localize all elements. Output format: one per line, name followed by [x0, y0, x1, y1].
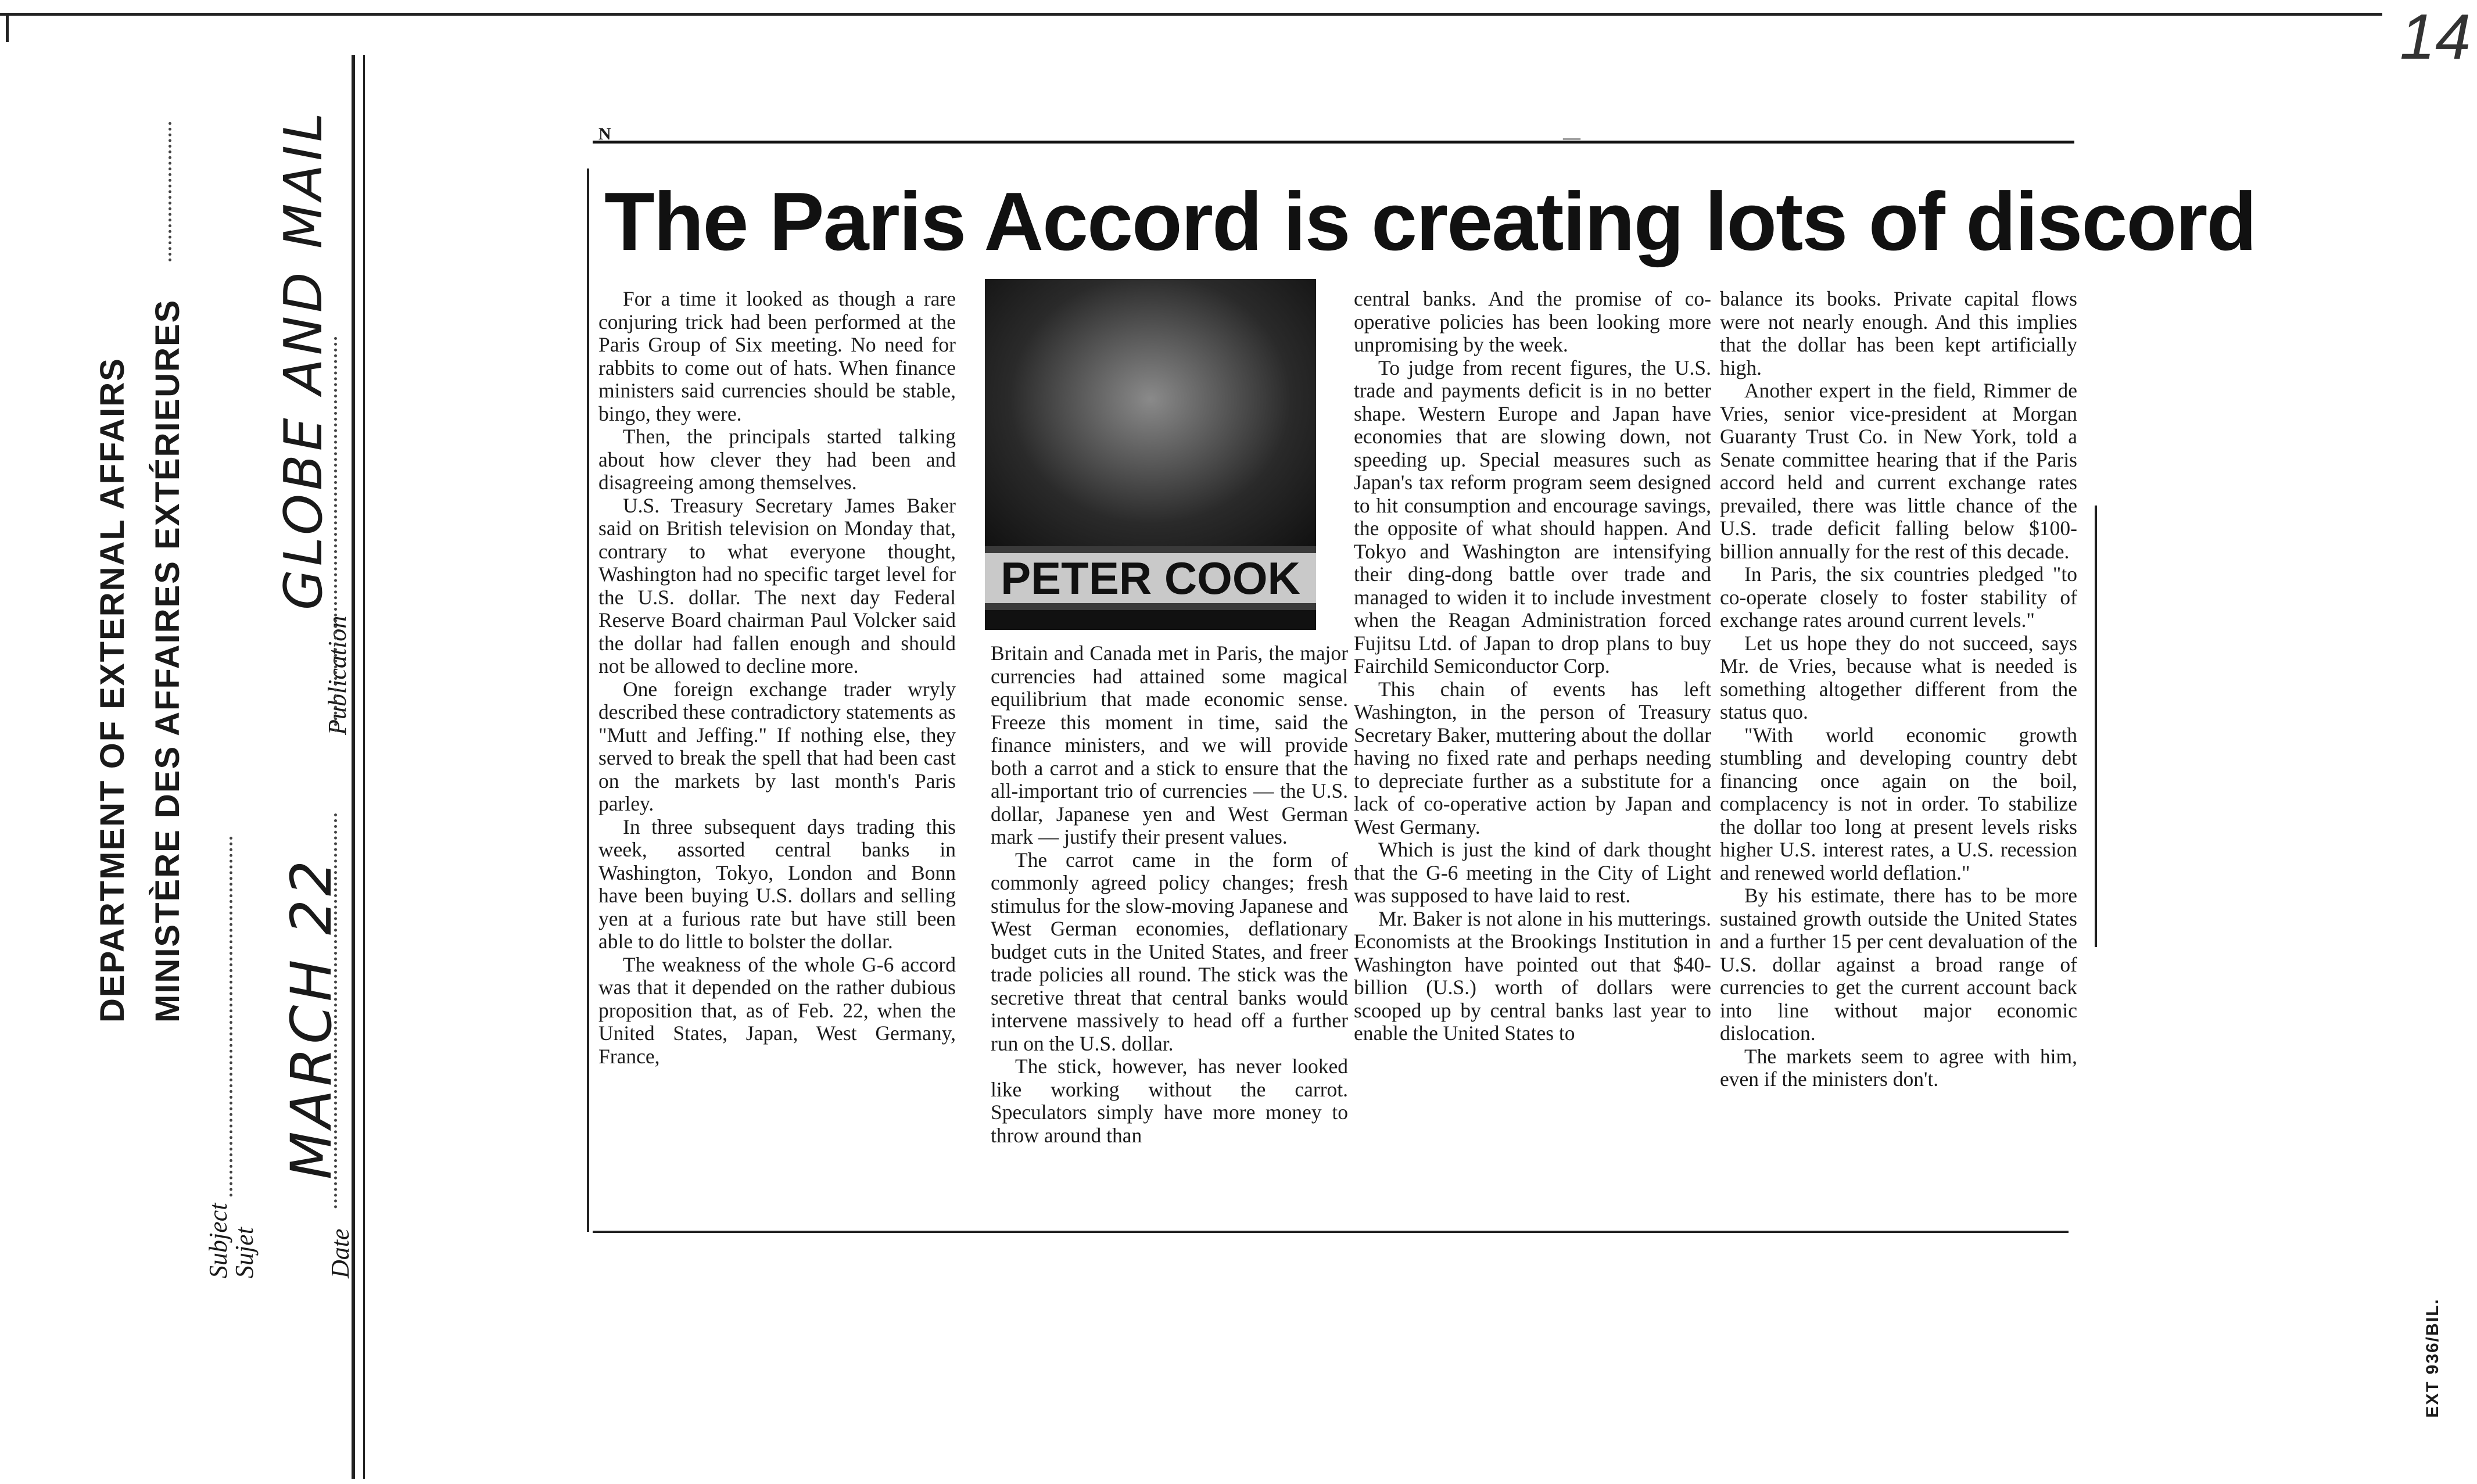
publication-label: Publication [323, 615, 352, 735]
corner-handwritten-mark: 14 [2400, 1, 2471, 73]
paragraph: The markets seem to agree with him, even if the ministers don't. [1720, 1044, 2077, 1091]
article-headline: The Paris Accord is creating lots of discord [604, 175, 2256, 268]
paragraph: Which is just the kind of dark thought that the G-6 meeting in the City of Light was supposed to have laid to rest. [1354, 838, 1711, 907]
article-column-3 [1354, 288, 1711, 1045]
paragraph: For a time it looked as though a rare conjuring trick had been performed at the Paris Group of Six meeting. No need for rabbits to come out of hats. When finance ministers said currencies should be stable, bingo, they were. [598, 287, 956, 425]
dotted-leader [169, 122, 171, 261]
frame-left-rule [6, 13, 9, 42]
article-column-2 [991, 642, 1348, 1147]
paragraph: Then, the principals started talking about how clever they had been and disagreeing among themselves. [598, 425, 956, 494]
article-top-rule [593, 141, 2074, 144]
paragraph: One foreign exchange trader wryly described these contradictory statements as "Mutt and Jeffing." If nothing else, they served to break the spell that had been cast on the markets by last month's Paris parley. [598, 677, 956, 815]
subject-label: Subject [204, 1203, 232, 1278]
paragraph: Let us hope they do not succeed, says Mr. de Vries, because what is needed is something altogether different from the status quo. [1720, 631, 2077, 723]
date-label: Date [326, 1228, 354, 1278]
paragraph: This chain of events has left Washington, in the person of Treasury Secretary Baker, muttering about the dollar having no fixed rate and perhaps needing to depreciate further as a substitute for a lack of co-operative action by Japan and West Germany. [1354, 677, 1711, 838]
paragraph: central banks. And the promise of co-operative policies has been looking more unpromising by the week. [1354, 287, 1711, 356]
paragraph: The carrot came in the form of commonly agreed policy changes; fresh stimulus for the slow-moving Japanese and West German economies, deflationary budget cuts in the United States, and freer trade policies all round. The stick was the secretive threat that central banks would intervene massively to head off a further run on the U.S. dollar. [991, 848, 1348, 1055]
paragraph: U.S. Treasury Secretary James Baker said on British television on Monday that, contrary to what everyone thought, Washington had no specific target level for the U.S. dollar. The next day Federal Reserve Board chairman Paul Volcker said the dollar had fallen enough and should not be allowed to decline more. [598, 493, 956, 678]
paragraph: "With world economic growth stumbling and developing country debt financing once again on the boil, complacency is not in order. To stabilize the dollar too long at present levels risks higher U.S. interest rates, a U.S. recession and renewed world deflation." [1720, 723, 2077, 884]
paragraph: In Paris, the six countries pledged "to co-operate closely to foster stability of exchange rates around current levels." [1720, 562, 2077, 632]
author-photo [985, 279, 1316, 546]
article-left-rule [587, 169, 589, 1232]
form-code: EXT 936/BIL. [2423, 1298, 2442, 1418]
paragraph: In three subsequent days trading this week, assorted central banks in Washington, Tokyo, London and Bonn have been buying U.S. dollars and selling yen at a furious rate but have still been able to do little to bolster the dollar. [598, 815, 956, 953]
clip-edge-dash: — [1563, 128, 1580, 147]
paragraph: To judge from recent figures, the U.S. trade and payments deficit is in no better shape. Western Europe and Japan have economies that are slowing down, not speeding up. Special measures such as Japan's tax reform program seem designed to hit consumption and encourage savings, the opposite of what should happen. And Tokyo and Washington are intensifying their ding-dong battle over trade and managed to widen it to include investment when the Reagan Administration forced Fujitsu Ltd. of Japan to drop plans to buy Fairchild Semiconductor Corp. [1354, 356, 1711, 678]
author-byline: PETER COOK [985, 553, 1316, 603]
date-handwritten-value: MARCH 22 [279, 856, 344, 1180]
department-name-english: DEPARTMENT OF EXTERNAL AFFAIRS [94, 357, 131, 1023]
paragraph: Mr. Baker is not alone in his mutterings. Economists at the Brookings Institution in Washington have pointed out that $40-billion (U.S.) worth of dollars were scooped up by central banks last year to enable the United States to [1354, 906, 1711, 1045]
paragraph: Britain and Canada met in Paris, the major currencies had attained some magical equilibrium that made economic sense. Freeze this moment in time, said the finance ministers, and we will provide both a carrot and a stick to ensure that the all-important trio of currencies — the U.S. dollar, Japanese yen and West German mark — justify their present values. [991, 641, 1348, 848]
paragraph: balance its books. Private capital flows were not nearly enough. And this implies that the dollar has been kept artificially high. [1720, 287, 2077, 379]
paragraph: The weakness of the whole G-6 accord was that it depended on the rather dubious proposition that, as of Feb. 22, when the United States, Japan, West Germany, France, [598, 952, 956, 1068]
article-column-1 [598, 288, 956, 1068]
paragraph: By his estimate, there has to be more sustained growth outside the United States and a further 15 per cent devaluation of the U.S. dollar against a broad range of currencies to get the current account back into line without major economic dislocation. [1720, 884, 2077, 1045]
article-bottom-rule [593, 1231, 2069, 1233]
publication-handwritten-value: GLOBE AND MAIL [273, 109, 334, 610]
paragraph: The stick, however, has never looked like working without the carrot. Speculators simply have more money to throw around than [991, 1055, 1348, 1147]
margin-rule-thick [352, 55, 355, 1479]
department-name-french: MINISTÈRE DES AFFAIRES EXTÉRIEURES [149, 299, 187, 1023]
paragraph: Another expert in the field, Rimmer de Vries, senior vice-president at Morgan Guaranty Trust Co. in New York, told a Senate committee hearing that if the Paris accord held and current exchange rates prevailed, there was little chance of the U.S. trade deficit falling below $100-billion annually for the rest of this decade. [1720, 379, 2077, 563]
article-column-4 [1720, 288, 2077, 1091]
sujet-label: Sujet [230, 1227, 259, 1278]
subject-field-line [230, 837, 232, 1197]
publication-field-line [334, 337, 337, 732]
margin-rule-thin [363, 55, 365, 1479]
article-right-margin-line [2095, 506, 2097, 947]
frame-top-rule [0, 13, 2382, 16]
photo-caption-rule [985, 610, 1316, 630]
clip-edge-mark: N [598, 124, 611, 144]
